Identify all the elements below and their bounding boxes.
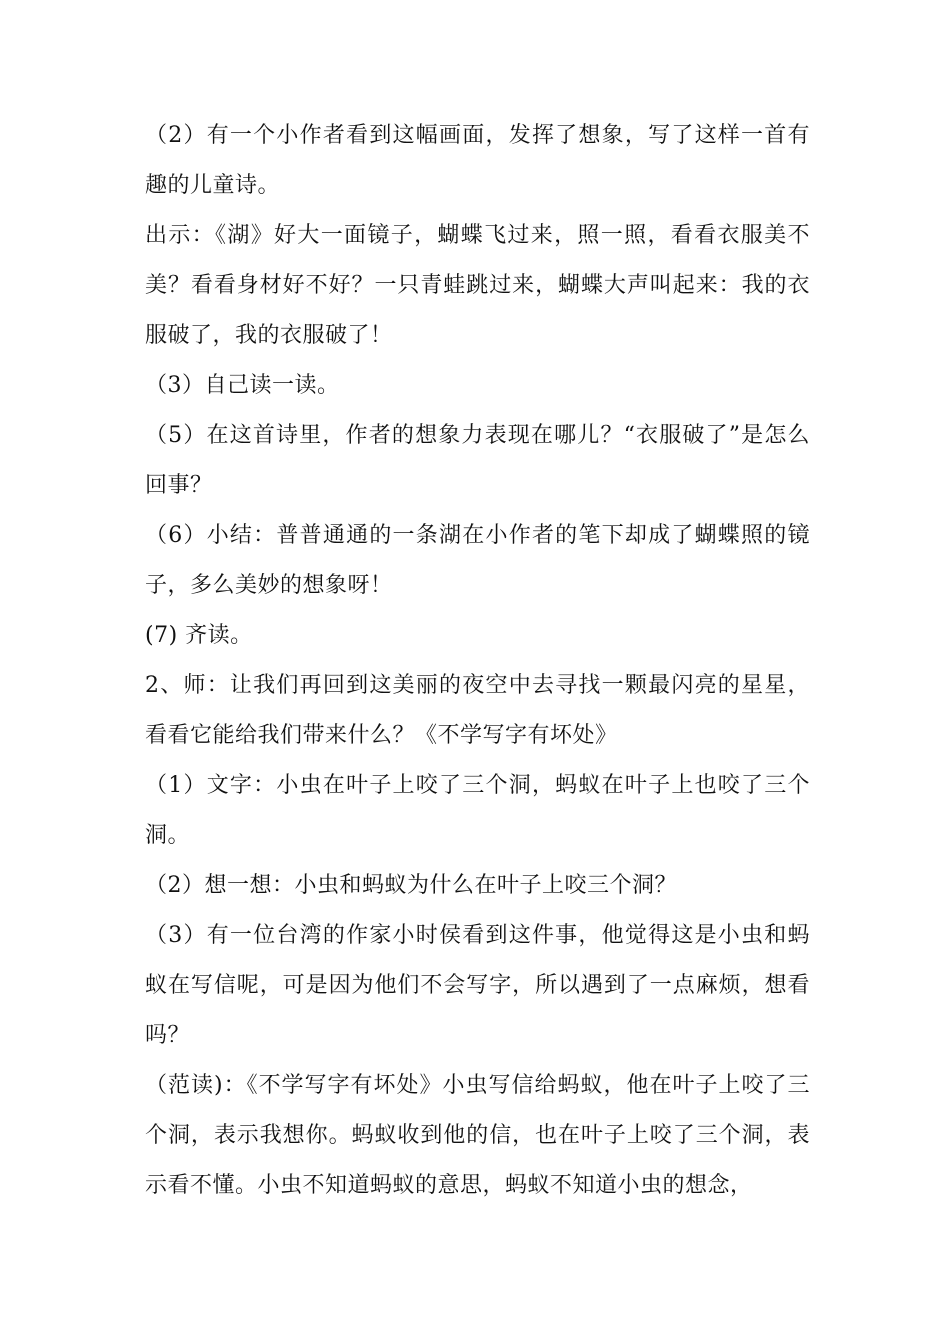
paragraph-poem-intro: （2）有一个小作者看到这幅画面，发挥了想象，写了这样一首有趣的儿童诗。 bbox=[145, 123, 810, 198]
paragraph-poem-lake: 出示：《湖》好大一面镜子，蝴蝶飞过来，照一照，看看衣服美不美？看看身材好不好？一只青蛙跳过来，蝴蝶大声叫起来：我的衣服破了，我的衣服破了！ bbox=[145, 223, 810, 348]
paragraph-imagination-question: （5）在这首诗里，作者的想象力表现在哪儿？“衣服破了”是怎么回事？ bbox=[145, 423, 810, 498]
paragraph-taiwan-writer: （3）有一位台湾的作家小时侯看到这件事，他觉得这是小虫和蚂蚁在写信呢，可是因为他们不会写字，所以遇到了一点麻烦，想看吗？ bbox=[145, 923, 810, 1048]
paragraph-read-together: (7) 齐读。 bbox=[145, 623, 253, 648]
document-body bbox=[145, 111, 810, 1211]
paragraph-model-reading: （范读)：《不学写字有坏处》小虫写信给蚂蚁，他在叶子上咬了三个洞，表示我想你。蚂蚁收到他的信，也在叶子上咬了三个洞，表示看不懂。小虫不知道蚂蚁的意思，蚂蚁不知道小虫的想念， bbox=[145, 1073, 810, 1198]
paragraph-read-alone: （3）自己读一读。 bbox=[145, 373, 340, 398]
paragraph-teacher-intro: 2、师：让我们再回到这美丽的夜空中去寻找一颗最闪亮的星星，看看它能给我们带来什么？《不学写字有坏处》 bbox=[145, 673, 810, 748]
paragraph-text-holes: （1）文字：小虫在叶子上咬了三个洞，蚂蚁在叶子上也咬了三个洞。 bbox=[145, 773, 810, 848]
paragraph-think-question: （2）想一想：小虫和蚂蚁为什么在叶子上咬三个洞？ bbox=[145, 873, 677, 898]
paragraph-summary: （6）小结：普普通通的一条湖在小作者的笔下却成了蝴蝶照的镜子，多么美妙的想象呀！ bbox=[145, 523, 810, 598]
